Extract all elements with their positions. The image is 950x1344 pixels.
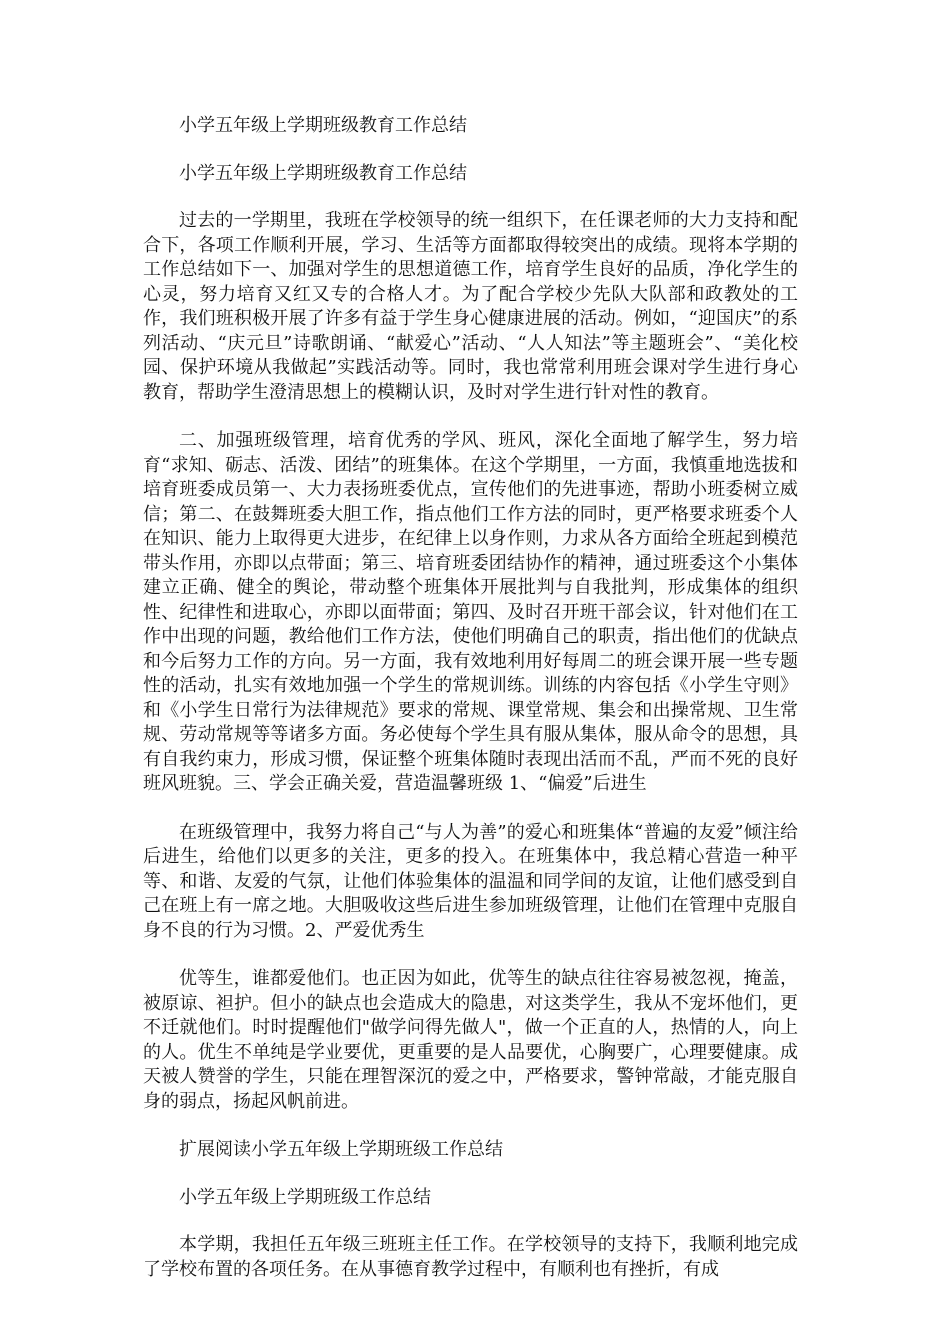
document-subtitle: 小学五年级上学期班级教育工作总结 (179, 162, 467, 184)
extended-reading-heading: 扩展阅读小学五年级上学期班级工作总结 (179, 1139, 503, 1160)
section-title: 小学五年级上学期班级工作总结 (179, 1186, 431, 1208)
document-body (143, 114, 798, 1306)
paragraph-semester: 本学期，我担任五年级三班班主任工作。在学校领导的支持下，我顺利地完成了学校布置的各项任务。在从事德育教学过程中，有顺利也有挫折，有成 (143, 1234, 798, 1280)
paragraph-class-management: 二、加强班级管理，培育优秀的学风、班风，深化全面地了解学生，努力培育“求知、砺志、活泼、团结”的班集体。在这个学期里，一方面，我慎重地选拔和培育班委成员第一、大力表扬班委优点，宣传他们的先进事迹，帮助小班委树立威信；第二、在鼓舞班委大胆工作，指点他们工作方法的同时，更严格要求班委个人在知识、能力上取得更大进步，在纪律上以身作则，力求从各方面给全班起到模范带头作用，亦即以点带面；第三、培育班委团结协作的精神，通过班委这个小集体建立正确、健全的舆论，带动整个班集体开展批判与自我批判，形成集体的组织性、纪律性和进取心，亦即以面带面；第四、及时召开班干部会议，针对他们在工作中出现的问题，教给他们工作方法，使他们明确自己的职责，指出他们的优缺点和今后努力工作的方向。另一方面，我有效地利用好每周二的班会课开展一些专题性的活动，扎实有效地加强一个学生的常规训练。训练的内容包括《小学生守则》和《小学生日常行为法律规范》要求的常规、课堂常规、集会和出操常规、卫生常规、劳动常规等等诸多方面。务必使每个学生具有服从集体，服从命令的思想，具有自我约束力，形成习惯，保证整个班集体随时表现出活而不乱，严而不死的良好班风班貌。三、学会正确关爱，营造温馨班级 1、“偏爱”后进生 (143, 430, 798, 794)
paragraph-underachievers: 在班级管理中，我努力将自己“与人为善”的爱心和班集体“普遍的友爱”倾注给后进生，给他们以更多的关注，更多的投入。在班集体中，我总精心营造一种平等、和谐、友爱的气氛，让他们体验集体的温温和同学间的友谊，让他们感受到自己在班上有一席之地。大胆吸收这些后进生参加班级管理，让他们在管理中克服自身不良的行为习惯。2、严爱优秀生 (143, 821, 798, 941)
paragraph-intro: 过去的一学期里，我班在学校领导的统一组织下，在任课老师的大力支持和配合下，各项工作顺利开展，学习、生活等方面都取得较突出的成绩。现将本学期的工作总结如下一、加强对学生的思想道德工作，培育学生良好的品质，净化学生的心灵，努力培育又红又专的合格人才。为了配合学校少先队大队部和政教处的工作，我们班积极开展了许多有益于学生身心健康进展的活动。例如，“迎国庆”的系列活动、“庆元旦”诗歌朗诵、“献爱心”活动、“人人知法”等主题班会”、“美化校园、保护环境从我做起”实践活动等。同时，我也常常利用班会课对学生进行身心教育，帮助学生澄清思想上的模糊认识，及时对学生进行针对性的教育。 (143, 210, 798, 403)
document-title: 小学五年级上学期班级教育工作总结 (179, 115, 467, 136)
paragraph-top-students: 优等生，谁都爱他们。也正因为如此，优等生的缺点往往容易被忽视，掩盖，被原谅、袒护。但小的缺点也会造成大的隐患，对这类学生，我从不宠坏他们，更不迁就他们。时时提醒他们"做学问得先做人"，做一个正直的人，热情的人，向上的人。优生不单纯是学业要优，更重要的是人品要优，心胸要广，心理要健康。成天被人赞誉的学生，只能在理智深沉的爱之中，严格要求，警钟常敲，才能克服自身的弱点，扬起风帆前进。 (143, 968, 798, 1112)
